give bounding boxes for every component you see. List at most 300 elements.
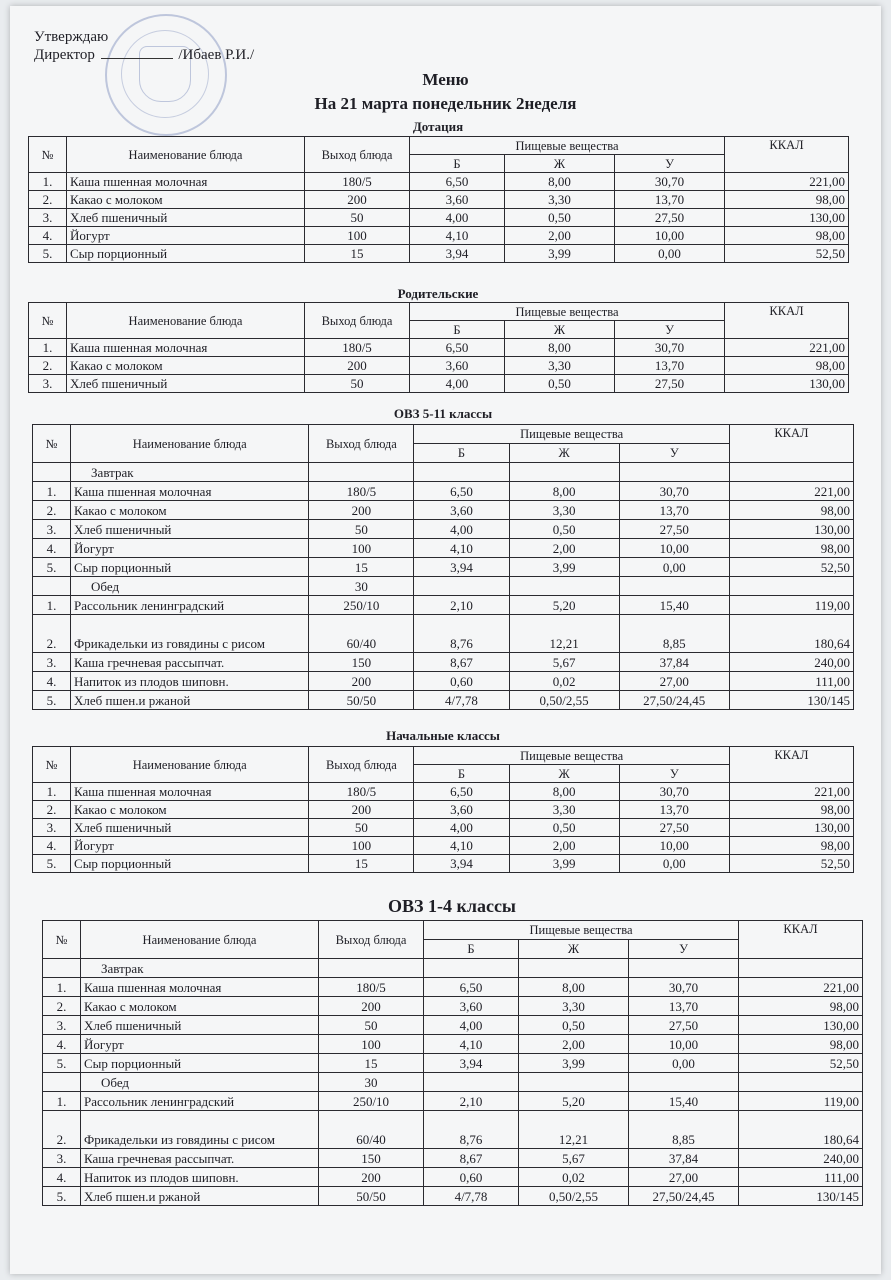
cell-b: 4,10 — [414, 539, 509, 558]
cell-u — [629, 1073, 739, 1092]
director-line — [34, 46, 254, 64]
cell-zh: 3,99 — [509, 855, 619, 873]
cell-kcal — [729, 463, 853, 482]
table-row — [29, 191, 849, 209]
cell-n: 3. — [33, 520, 71, 539]
cell-n: 1. — [43, 978, 81, 997]
cell-b: 2,10 — [424, 1092, 519, 1111]
cell-zh: 5,67 — [509, 653, 619, 672]
menu-page — [10, 6, 881, 1274]
cell-name: Хлеб пшеничный — [71, 520, 309, 539]
cell-zh: 3,30 — [509, 501, 619, 520]
header-nutrients: Пищевые вещества — [410, 303, 725, 321]
table-row — [33, 482, 854, 501]
cell-u: 15,40 — [629, 1092, 739, 1111]
cell-kcal — [729, 577, 853, 596]
meal-subheading-row — [33, 463, 854, 482]
header-output: Выход блюда — [309, 425, 414, 463]
section-title: Родительские — [397, 286, 479, 301]
table-row — [43, 1016, 863, 1035]
cell-out: 250/10 — [309, 596, 414, 615]
cell-kcal: 98,00 — [725, 357, 849, 375]
cell-kcal: 52,50 — [729, 855, 853, 873]
cell-n: 5. — [43, 1054, 81, 1073]
section-title: ОВЗ 1-4 классы — [387, 896, 516, 916]
cell-u: 10,00 — [619, 539, 729, 558]
cell-u: 30,70 — [615, 339, 725, 357]
cell-zh: 0,50/2,55 — [519, 1187, 629, 1206]
cell-b: 4,00 — [410, 209, 505, 227]
cell-zh: 3,30 — [505, 191, 615, 209]
header-name: Наименование блюда — [71, 747, 309, 783]
table-row — [33, 672, 854, 691]
header-row — [33, 747, 854, 765]
header-output: Выход блюда — [309, 747, 414, 783]
cell-u: 27,50 — [615, 375, 725, 393]
cell-u: 30,70 — [619, 783, 729, 801]
table-row — [33, 819, 854, 837]
cell-name: Йогурт — [71, 837, 309, 855]
table-row — [43, 997, 863, 1016]
cell-kcal: 98,00 — [725, 227, 849, 245]
cell-zh — [519, 959, 629, 978]
director-name: /Ибаев Р.И./ — [178, 47, 255, 63]
header-zh: Ж — [505, 155, 615, 173]
cell-out: 200 — [309, 801, 414, 819]
cell-b: 8,67 — [414, 653, 509, 672]
cell-b: 8,76 — [424, 1111, 519, 1149]
cell-n: 3. — [33, 819, 71, 837]
cell-n: 1. — [33, 482, 71, 501]
header-kcal: ККАЛ — [739, 921, 863, 959]
cell-zh: 3,30 — [509, 801, 619, 819]
table-row — [33, 691, 854, 710]
cell-n: 1. — [33, 596, 71, 615]
header-kcal: ККАЛ — [729, 425, 853, 463]
cell-out: 15 — [305, 245, 410, 263]
cell-out: 200 — [305, 357, 410, 375]
cell-kcal — [739, 1073, 863, 1092]
cell-zh: 8,00 — [505, 339, 615, 357]
cell-u: 27,50/24,45 — [619, 691, 729, 710]
header-u: У — [629, 940, 739, 959]
cell-zh — [509, 577, 619, 596]
header-nutrients: Пищевые вещества — [414, 425, 729, 444]
cell-u: 13,70 — [615, 357, 725, 375]
header-kcal: ККАЛ — [725, 303, 849, 339]
cell-n: 2. — [33, 501, 71, 520]
cell-name: Сыр порционный — [81, 1054, 319, 1073]
header-nutrients: Пищевые вещества — [424, 921, 739, 940]
cell-name: Йогурт — [81, 1035, 319, 1054]
header-name: Наименование блюда — [71, 425, 309, 463]
cell-b: 4,00 — [414, 520, 509, 539]
menu-table — [28, 136, 849, 263]
cell-u: 0,00 — [615, 245, 725, 263]
cell-zh: 0,50 — [509, 520, 619, 539]
cell-n: 4. — [33, 672, 71, 691]
cell-zh — [519, 1073, 629, 1092]
cell-name: Каша гречневая рассыпчат. — [81, 1149, 319, 1168]
cell-u: 8,85 — [619, 615, 729, 653]
cell-u: 27,50 — [615, 209, 725, 227]
header-nutrients: Пищевые вещества — [414, 747, 729, 765]
cell-u: 27,00 — [629, 1168, 739, 1187]
cell-u: 37,84 — [619, 653, 729, 672]
header-kcal: ККАЛ — [725, 137, 849, 173]
cell-b: 3,60 — [414, 501, 509, 520]
table-row — [43, 978, 863, 997]
cell-n: 5. — [29, 245, 67, 263]
cell-n: 2. — [29, 191, 67, 209]
cell-n: 2. — [33, 801, 71, 819]
cell-kcal: 130,00 — [729, 520, 853, 539]
cell-name: Фрикадельки из говядины с рисом — [71, 615, 309, 653]
header-row — [43, 921, 863, 940]
cell-out: 50 — [309, 819, 414, 837]
cell-kcal: 119,00 — [739, 1092, 863, 1111]
cell-name: Хлеб пшен.и ржаной — [71, 691, 309, 710]
cell-name: Какао с молоком — [81, 997, 319, 1016]
cell-name: Какао с молоком — [71, 801, 309, 819]
director-label: Директор — [34, 47, 95, 63]
cell-name: Обед — [71, 577, 309, 596]
header-num: № — [29, 137, 67, 173]
table-row — [43, 1111, 863, 1149]
cell-b: 6,50 — [414, 783, 509, 801]
header-u: У — [619, 765, 729, 783]
cell-out — [319, 959, 424, 978]
cell-b: 6,50 — [424, 978, 519, 997]
cell-u: 27,50 — [619, 520, 729, 539]
cell-out: 200 — [319, 1168, 424, 1187]
cell-u: 30,70 — [629, 978, 739, 997]
cell-kcal: 130,00 — [729, 819, 853, 837]
header-u: У — [619, 444, 729, 463]
cell-n: 3. — [43, 1149, 81, 1168]
header-num: № — [43, 921, 81, 959]
cell-out: 200 — [305, 191, 410, 209]
cell-kcal: 130/145 — [729, 691, 853, 710]
cell-n: 2. — [43, 997, 81, 1016]
cell-zh: 12,21 — [509, 615, 619, 653]
cell-name: Какао с молоком — [67, 191, 305, 209]
cell-b: 0,60 — [414, 672, 509, 691]
section-title: ОВЗ 5-11 классы — [393, 406, 493, 421]
cell-b: 4,10 — [414, 837, 509, 855]
cell-b: 3,60 — [424, 997, 519, 1016]
cell-out: 60/40 — [309, 615, 414, 653]
cell-u: 0,00 — [619, 855, 729, 873]
cell-name: Какао с молоком — [67, 357, 305, 375]
cell-n: 1. — [43, 1092, 81, 1111]
cell-kcal: 119,00 — [729, 596, 853, 615]
meal-subheading-row — [43, 1073, 863, 1092]
cell-name: Хлеб пшеничный — [67, 375, 305, 393]
cell-zh: 3,99 — [505, 245, 615, 263]
cell-b: 8,67 — [424, 1149, 519, 1168]
cell-n: 1. — [33, 783, 71, 801]
cell-n: 3. — [29, 209, 67, 227]
cell-out: 150 — [309, 653, 414, 672]
cell-u: 8,85 — [629, 1111, 739, 1149]
header-num: № — [33, 747, 71, 783]
cell-b: 3,94 — [414, 855, 509, 873]
header-name: Наименование блюда — [67, 137, 305, 173]
cell-u: 15,40 — [619, 596, 729, 615]
table-row — [29, 173, 849, 191]
cell-u: 37,84 — [629, 1149, 739, 1168]
page-subtitle: На 21 марта понедельник 2неделя — [314, 94, 577, 113]
cell-name: Сыр порционный — [67, 245, 305, 263]
cell-kcal: 180,64 — [729, 615, 853, 653]
cell-kcal: 221,00 — [725, 339, 849, 357]
cell-kcal — [739, 959, 863, 978]
cell-zh: 0,50/2,55 — [509, 691, 619, 710]
header-nutrients: Пищевые вещества — [410, 137, 725, 155]
header-row — [33, 425, 854, 444]
cell-u: 27,00 — [619, 672, 729, 691]
cell-b: 4,00 — [424, 1016, 519, 1035]
menu-table — [32, 746, 854, 873]
cell-b — [414, 463, 509, 482]
cell-kcal: 52,50 — [739, 1054, 863, 1073]
cell-b: 4/7,78 — [424, 1187, 519, 1206]
table-row — [33, 837, 854, 855]
cell-name: Рассольник ленинградский — [81, 1092, 319, 1111]
cell-n: 4. — [43, 1035, 81, 1054]
cell-out: 200 — [319, 997, 424, 1016]
cell-kcal: 240,00 — [739, 1149, 863, 1168]
cell-zh: 5,20 — [519, 1092, 629, 1111]
cell-n: 2. — [29, 357, 67, 375]
cell-zh: 3,30 — [519, 997, 629, 1016]
meal-subheading-row — [33, 577, 854, 596]
cell-name: Хлеб пшеничный — [67, 209, 305, 227]
meal-subheading-row — [43, 959, 863, 978]
table-row — [33, 801, 854, 819]
approval-block — [34, 28, 254, 64]
cell-b: 4,00 — [410, 375, 505, 393]
cell-n: 4. — [29, 227, 67, 245]
cell-n: 5. — [33, 855, 71, 873]
cell-kcal: 240,00 — [729, 653, 853, 672]
cell-out: 30 — [309, 577, 414, 596]
cell-zh: 2,00 — [509, 539, 619, 558]
header-output: Выход блюда — [305, 303, 410, 339]
cell-zh — [509, 463, 619, 482]
header-u: У — [615, 321, 725, 339]
header-b: Б — [410, 321, 505, 339]
cell-n: 5. — [43, 1187, 81, 1206]
cell-kcal: 130,00 — [739, 1016, 863, 1035]
cell-out: 50/50 — [319, 1187, 424, 1206]
cell-b: 3,60 — [414, 801, 509, 819]
cell-n: 5. — [33, 691, 71, 710]
table-row — [33, 501, 854, 520]
cell-b: 3,94 — [410, 245, 505, 263]
cell-out: 180/5 — [305, 339, 410, 357]
cell-b: 4,10 — [410, 227, 505, 245]
cell-name: Хлеб пшеничный — [71, 819, 309, 837]
cell-name: Каша пшенная молочная — [71, 783, 309, 801]
cell-u: 10,00 — [615, 227, 725, 245]
cell-u: 10,00 — [629, 1035, 739, 1054]
cell-b: 4,10 — [424, 1035, 519, 1054]
cell-zh: 3,99 — [509, 558, 619, 577]
header-kcal: ККАЛ — [729, 747, 853, 783]
cell-zh: 0,02 — [509, 672, 619, 691]
cell-u: 27,50 — [619, 819, 729, 837]
cell-out: 100 — [309, 837, 414, 855]
cell-zh: 3,99 — [519, 1054, 629, 1073]
cell-b — [414, 577, 509, 596]
cell-kcal: 221,00 — [729, 482, 853, 501]
header-row — [29, 137, 849, 155]
cell-u: 30,70 — [619, 482, 729, 501]
cell-u: 13,70 — [619, 801, 729, 819]
header-zh: Ж — [505, 321, 615, 339]
cell-u: 13,70 — [629, 997, 739, 1016]
cell-u: 30,70 — [615, 173, 725, 191]
table-row — [43, 1054, 863, 1073]
cell-name: Завтрак — [71, 463, 309, 482]
table-row — [33, 558, 854, 577]
cell-n — [43, 1073, 81, 1092]
header-zh: Ж — [509, 444, 619, 463]
cell-name: Каша пшенная молочная — [67, 173, 305, 191]
menu-table — [28, 302, 849, 393]
cell-n — [33, 463, 71, 482]
cell-b: 2,10 — [414, 596, 509, 615]
cell-out: 180/5 — [309, 482, 414, 501]
cell-u — [619, 577, 729, 596]
cell-b: 3,94 — [424, 1054, 519, 1073]
cell-n: 1. — [29, 339, 67, 357]
cell-out: 200 — [309, 672, 414, 691]
table-row — [29, 357, 849, 375]
cell-zh: 2,00 — [519, 1035, 629, 1054]
cell-n: 2. — [33, 615, 71, 653]
cell-kcal: 111,00 — [729, 672, 853, 691]
cell-n: 5. — [33, 558, 71, 577]
cell-u: 13,70 — [615, 191, 725, 209]
cell-name: Рассольник ленинградский — [71, 596, 309, 615]
cell-kcal: 98,00 — [725, 191, 849, 209]
cell-kcal: 130,00 — [725, 209, 849, 227]
signature-line — [101, 58, 173, 59]
cell-u: 27,50/24,45 — [629, 1187, 739, 1206]
cell-name: Обед — [81, 1073, 319, 1092]
table-row — [29, 375, 849, 393]
cell-u: 0,00 — [619, 558, 729, 577]
cell-kcal: 221,00 — [725, 173, 849, 191]
cell-zh: 12,21 — [519, 1111, 629, 1149]
cell-u: 10,00 — [619, 837, 729, 855]
cell-zh: 0,02 — [519, 1168, 629, 1187]
cell-name: Каша пшенная молочная — [81, 978, 319, 997]
cell-name: Сыр порционный — [71, 558, 309, 577]
header-name: Наименование блюда — [81, 921, 319, 959]
table-row — [33, 855, 854, 873]
table-row — [33, 615, 854, 653]
cell-b: 6,50 — [414, 482, 509, 501]
header-b: Б — [424, 940, 519, 959]
header-name: Наименование блюда — [67, 303, 305, 339]
cell-name: Напиток из плодов шиповн. — [81, 1168, 319, 1187]
cell-n: 3. — [43, 1016, 81, 1035]
page-title: Меню — [422, 70, 469, 89]
table-row — [29, 339, 849, 357]
table-row — [29, 245, 849, 263]
cell-n: 4. — [33, 837, 71, 855]
cell-name: Каша гречневая рассыпчат. — [71, 653, 309, 672]
table-row — [33, 783, 854, 801]
header-row — [29, 303, 849, 321]
cell-kcal: 98,00 — [739, 1035, 863, 1054]
cell-n: 1. — [29, 173, 67, 191]
table-row — [29, 209, 849, 227]
cell-name: Какао с молоком — [71, 501, 309, 520]
cell-b: 0,60 — [424, 1168, 519, 1187]
cell-kcal: 98,00 — [729, 837, 853, 855]
cell-name: Каша пшенная молочная — [67, 339, 305, 357]
cell-name: Завтрак — [81, 959, 319, 978]
cell-zh: 0,50 — [505, 209, 615, 227]
cell-out: 100 — [319, 1035, 424, 1054]
approval-line: Утверждаю — [34, 29, 109, 45]
cell-b: 3,60 — [410, 191, 505, 209]
cell-out: 180/5 — [319, 978, 424, 997]
header-b: Б — [410, 155, 505, 173]
cell-b — [424, 959, 519, 978]
cell-b: 3,94 — [414, 558, 509, 577]
header-output: Выход блюда — [319, 921, 424, 959]
cell-zh: 5,67 — [519, 1149, 629, 1168]
cell-kcal: 221,00 — [729, 783, 853, 801]
cell-b: 8,76 — [414, 615, 509, 653]
cell-name: Хлеб пшеничный — [81, 1016, 319, 1035]
cell-out — [309, 463, 414, 482]
cell-name: Напиток из плодов шиповн. — [71, 672, 309, 691]
table-row — [43, 1092, 863, 1111]
cell-out: 50 — [305, 209, 410, 227]
table-row — [33, 596, 854, 615]
cell-b: 4/7,78 — [414, 691, 509, 710]
cell-zh: 0,50 — [509, 819, 619, 837]
header-num: № — [33, 425, 71, 463]
cell-n: 2. — [43, 1111, 81, 1149]
cell-kcal: 98,00 — [739, 997, 863, 1016]
cell-out: 15 — [319, 1054, 424, 1073]
header-u: У — [615, 155, 725, 173]
menu-table — [42, 920, 863, 1206]
cell-out: 150 — [319, 1149, 424, 1168]
cell-out: 250/10 — [319, 1092, 424, 1111]
cell-out: 50 — [319, 1016, 424, 1035]
cell-b: 4,00 — [414, 819, 509, 837]
cell-zh: 5,20 — [509, 596, 619, 615]
header-b: Б — [414, 444, 509, 463]
cell-kcal: 111,00 — [739, 1168, 863, 1187]
cell-kcal: 98,00 — [729, 539, 853, 558]
cell-zh: 3,30 — [505, 357, 615, 375]
cell-out: 50/50 — [309, 691, 414, 710]
cell-n: 3. — [33, 653, 71, 672]
header-output: Выход блюда — [305, 137, 410, 173]
cell-u: 27,50 — [629, 1016, 739, 1035]
table-row — [33, 539, 854, 558]
